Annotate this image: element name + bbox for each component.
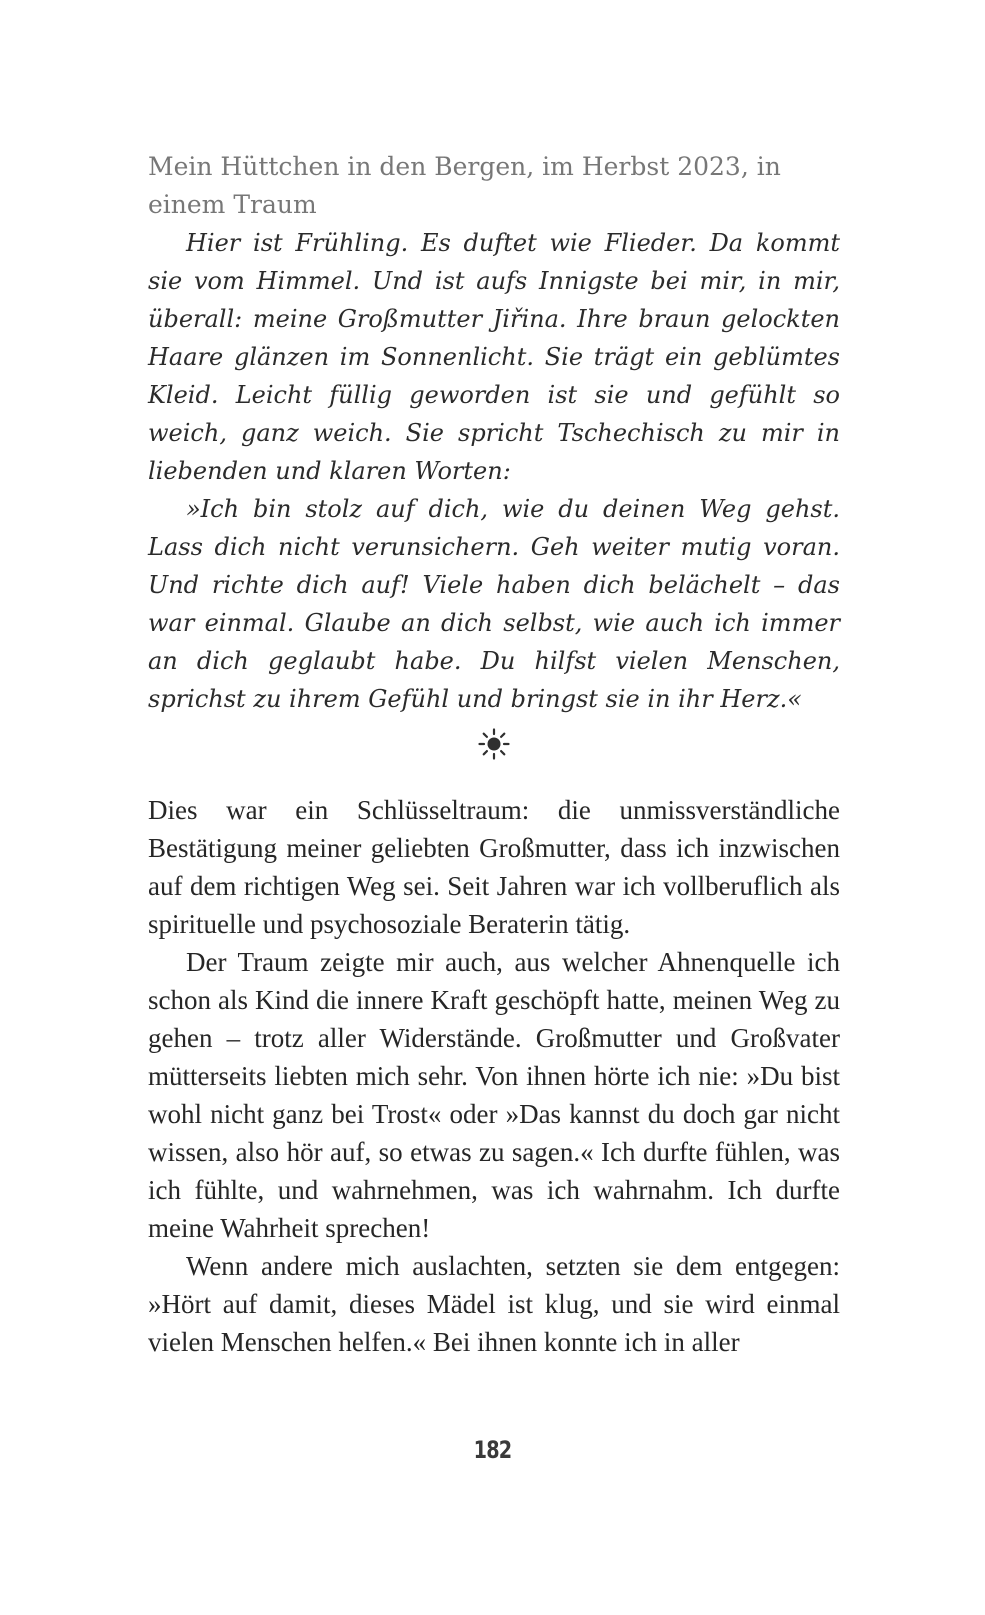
page-number: 182	[473, 1436, 512, 1464]
body-paragraph-3: Wenn andere mich auslachten, setzten sie dem entgegen: »Hört auf damit, dieses Mädel ist klug, und sie wird einmal vielen Menschen helfen.« Bei ihnen konnte ich in aller	[148, 1251, 840, 1357]
dream-section	[148, 148, 840, 718]
body-paragraph-1: Dies war ein Schlüsseltraum: die unmissverständliche Bestätigung meiner geliebten Großmutter, dass ich inzwischen auf dem richtigen Weg sei. Seit Jahren war ich vollberuflich als spirituelle und psychosoziale Beraterin tätig.	[148, 795, 840, 939]
sun-icon	[478, 728, 510, 760]
body-section	[148, 791, 840, 1361]
body-paragraph-2: Der Traum zeigte mir auch, aus welcher Ahnenquelle ich schon als Kind die innere Kraft geschöpft hatte, meinen Weg zu gehen – trotz aller Widerstände. Großmutter und Großvater mütterseits liebten mich sehr. Von ihnen hörte ich nie: »Du bist wohl nicht ganz bei Trost« oder »Das kannst du doch gar nicht wissen, also hör auf, so etwas zu sagen.« Ich durfte fühlen, was ich fühlte, und wahrnehmen, was ich wahrnahm. Ich durfte meine Wahrheit sprechen!	[148, 947, 840, 1243]
dream-paragraph-1: Hier ist Frühling. Es duftet wie Flieder. Da kommt sie vom Himmel. Und ist aufs Innigste bei mir, in mir, überall: meine Großmutter Jiřina. Ihre braun gelockten Haare glänzen im Sonnenlicht. Sie trägt ein geblümtes Kleid. Leicht füllig geworden ist sie und gefühlt so weich, ganz weich. Sie spricht Tschechisch zu mir in liebenden und klaren Worten:	[148, 229, 840, 485]
section-heading: Mein Hüttchen in den Bergen, im Herbst 2023, in einem Traum	[148, 152, 781, 219]
dream-paragraph-2: »Ich bin stolz auf dich, wie du deinen Weg gehst. Lass dich nicht verunsichern. Geh weiter mutig voran. Und richte dich auf! Viele haben dich belächelt – das war einmal. Glaube an dich selbst, wie auch ich immer an dich geglaubt habe. Du hilfst vielen Menschen, sprichst zu ihrem Gefühl und bringst sie in ihr Herz.«	[148, 495, 840, 713]
